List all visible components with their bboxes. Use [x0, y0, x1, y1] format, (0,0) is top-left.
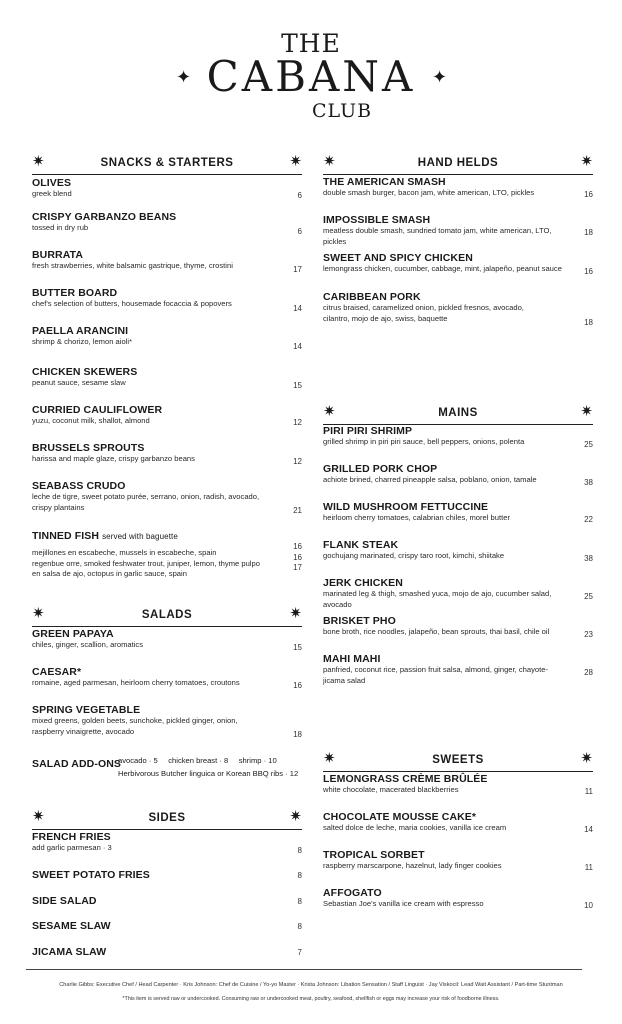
item-price: 16: [293, 542, 302, 551]
menu-item: [323, 539, 593, 562]
raw-food-disclaimer: *This item is served raw or undercooked. Consuming raw or undercooked meat, poultry, seafood, shellfish or eggs may increase your risk of foodborne illness.: [122, 996, 500, 1002]
menu-item: [32, 404, 302, 427]
item-name: SWEET POTATO FRIES: [32, 869, 150, 881]
star-icon: ✷: [289, 808, 302, 825]
item-price: 16: [584, 267, 593, 276]
item-desc: shrimp & chorizo, lemon aioli*: [32, 337, 133, 346]
item-name: CRISPY GARBANZO BEANS: [32, 211, 177, 223]
item-desc: fresh strawberries, white balsamic gastrique, thyme, crostini: [32, 261, 233, 270]
item-price: 17: [293, 265, 302, 274]
menu-item: [323, 577, 593, 610]
addon-line: Herbivorous Butcher linguica or Korean BBQ ribs · 12: [118, 769, 299, 778]
section-title: SWEETS: [432, 754, 484, 766]
footer-divider: [26, 969, 582, 970]
item-name: OLIVES: [32, 177, 72, 189]
addon-line: avocado · 5 chicken breast · 8 shrimp · 10: [118, 756, 277, 765]
section-header: [323, 403, 593, 425]
item-desc: leche de tigre, sweet potato purée, serrano, onion, radish, avocado, crispy plantains: [32, 492, 260, 512]
logo-club: CLUB: [311, 100, 373, 122]
item-name: JERK CHICKEN: [323, 577, 403, 589]
salad-addons: [32, 754, 302, 778]
menu-item: [32, 249, 302, 272]
star-icon: ✷: [32, 605, 45, 622]
item-name: CHOCOLATE MOUSSE CAKE*: [323, 811, 477, 823]
item-desc: peanut sauce, sesame slaw: [32, 378, 126, 387]
item-price: 11: [584, 863, 593, 872]
section-title: MAINS: [438, 407, 478, 419]
sides-section: [32, 808, 302, 958]
item-price: 10: [584, 901, 593, 910]
menu-item: [323, 849, 593, 872]
item-name: BRUSSELS SPROUTS: [32, 442, 145, 454]
item-name: BUTTER BOARD: [32, 287, 118, 299]
section-header: [323, 153, 593, 175]
item-price: 16: [293, 681, 302, 690]
star-icon: ✦: [432, 67, 448, 87]
item-name: IMPOSSIBLE SMASH: [323, 214, 431, 226]
menu-item: [323, 252, 593, 275]
star-icon: ✷: [580, 153, 593, 170]
menu-item: [32, 869, 302, 881]
item-suffix: served with baguette: [102, 532, 178, 541]
item-price: 15: [293, 381, 302, 390]
item-desc: chiles, ginger, scallion, aromatics: [32, 640, 144, 649]
section-title: HAND HELDS: [417, 157, 499, 169]
item-name: FLANK STEAK: [323, 539, 399, 551]
section-header: [32, 808, 302, 830]
item-desc: gochujang marinated, crispy taro root, kimchi, shiitake: [323, 551, 505, 560]
menu-item: [32, 480, 302, 513]
item-price: 38: [584, 478, 593, 487]
item-name: BURRATA: [32, 249, 84, 261]
menu-item: [32, 366, 302, 389]
item-desc: white chocolate, macerated blackberries: [323, 785, 459, 794]
item-desc: Sebastian Joe's vanilla ice cream with espresso: [323, 899, 484, 908]
item-price: 18: [293, 730, 302, 739]
menu-item: [323, 291, 593, 327]
item-price: 7: [297, 948, 302, 957]
menu-item: [32, 666, 302, 689]
item-desc: bone broth, rice noodles, jalapeño, bean sprouts, thai basil, chile oil: [323, 627, 550, 636]
item-desc: mixed greens, golden beets, sunchoke, pickled ginger, onion, raspberry vinaigrette, avocado: [32, 716, 238, 736]
item-name: CARIBBEAN PORK: [323, 291, 421, 303]
item-desc: chef's selection of butters, housemade focaccia & popovers: [32, 299, 232, 308]
star-icon: ✦: [176, 67, 192, 87]
item-name: WILD MUSHROOM FETTUCCINE: [323, 501, 489, 513]
item-name: LEMONGRASS CRÈME BRÛLÉE: [323, 773, 488, 785]
item-price: 23: [584, 630, 593, 639]
section-header: [32, 153, 302, 175]
item-desc: marinated leg & thigh, smashed yuca, mojo de ajo, cucumber salad, avocado: [323, 589, 552, 609]
mains-section: [323, 403, 593, 685]
menu-item: [323, 214, 593, 247]
star-icon: ✷: [580, 750, 593, 767]
menu-item: [323, 615, 593, 638]
menu-item: [323, 463, 593, 486]
item-price: 8: [297, 897, 302, 906]
snacks-section: [32, 153, 302, 578]
item-price: 16: [293, 552, 302, 562]
staff-credits: Charlie Gibbs: Executive Chef / Head Carpenter · Kris Johnson: Chef de Cuisine / Yo-yo Master · Krista Johnson: Libation Sensation / Staff Linguist · Jay Viskocil: Lead Wait Assistant / Part-time Stuntman: [59, 982, 563, 988]
item-price: 6: [297, 191, 302, 200]
menu-item: [32, 831, 302, 854]
item-desc: lemongrass chicken, cucumber, cabbage, mint, jalapeño, peanut sauce: [323, 264, 562, 273]
menu-item: [32, 920, 302, 932]
menu-item: [323, 425, 593, 448]
item-name: AFFOGATO: [323, 887, 382, 899]
item-name: CHICKEN SKEWERS: [32, 366, 138, 378]
item-price: 14: [293, 304, 302, 313]
section-title: SIDES: [148, 812, 186, 824]
item-price: 11: [584, 787, 593, 796]
item-desc: yuzu, coconut milk, shallot, almond: [32, 416, 150, 425]
item-price: 12: [293, 457, 302, 466]
item-price: 8: [297, 846, 302, 855]
item-name: PIRI PIRI SHRIMP: [323, 425, 413, 437]
item-name: FRENCH FRIES: [32, 831, 111, 843]
item-price: 14: [293, 342, 302, 351]
section-title: SALADS: [141, 609, 193, 621]
star-icon: ✷: [323, 153, 336, 170]
menu-item: [32, 628, 302, 651]
section-header: [32, 605, 302, 627]
menu-item: [32, 442, 302, 465]
star-icon: ✷: [32, 808, 45, 825]
item-name: SEABASS CRUDO: [32, 480, 126, 492]
item-name: SIDE SALAD: [32, 895, 97, 907]
sweets-section: [323, 750, 593, 910]
item-desc: meatless double smash, sundried tomato jam, white american, LTO, pickles: [323, 226, 552, 246]
item-price: 8: [297, 871, 302, 880]
menu-item: [323, 501, 593, 524]
item-price: 12: [293, 418, 302, 427]
item-name: JICAMA SLAW: [32, 946, 107, 958]
item-name: BRISKET PHO: [323, 615, 396, 627]
item-price: 25: [584, 440, 593, 449]
item-name: SPRING VEGETABLE: [32, 704, 141, 716]
item-price: 17: [293, 563, 302, 572]
item-price: 21: [293, 506, 302, 515]
item-desc: regenbue orre, smoked feshwater trout, juniper, lemon, thyme pulpo: [32, 558, 260, 568]
star-icon: ✷: [289, 153, 302, 170]
item-desc: grilled shrimp in piri piri sauce, bell peppers, onions, polenta: [323, 437, 525, 446]
item-desc: en salsa de ajo, octopus in garlic sauce, spain: [32, 569, 187, 578]
item-name: SESAME SLAW: [32, 920, 111, 932]
logo-cabana: CABANA: [206, 52, 416, 101]
item-desc: harissa and maple glaze, crispy garbanzo beans: [32, 454, 195, 463]
menu-item-tinned-fish: [32, 530, 302, 578]
item-desc: citrus braised, caramelized onion, pickled fresnos, avocado, cilantro, mojo de ajo, swiss, baquette: [323, 303, 524, 323]
section-title: SNACKS & STARTERS: [100, 157, 234, 169]
item-price: 16: [584, 190, 593, 199]
item-price: 25: [584, 592, 593, 601]
menu-item: [323, 887, 593, 910]
menu-item: [32, 895, 302, 907]
item-name: THE AMERICAN SMASH: [323, 176, 446, 188]
star-icon: ✷: [289, 605, 302, 622]
item-desc: add garlic parmesan · 3: [32, 843, 112, 852]
star-icon: ✷: [580, 403, 593, 420]
item-name: TROPICAL SORBET: [323, 849, 425, 861]
menu-item: [32, 325, 302, 351]
menu-item: [323, 176, 593, 199]
menu-item: [323, 773, 593, 796]
handhelds-section: [323, 153, 593, 327]
menu-item: [32, 704, 302, 737]
item-name: GRILLED PORK CHOP: [323, 463, 438, 475]
item-name: CURRIED CAULIFLOWER: [32, 404, 163, 416]
tinned-line: [32, 563, 302, 578]
item-desc: tossed in dry rub: [32, 223, 89, 232]
item-price: 18: [584, 228, 593, 237]
item-desc: achiote brined, charred pineapple salsa, poblano, onion, tamale: [323, 475, 537, 484]
item-name: SALAD ADD-ONS: [32, 758, 121, 770]
item-name: CAESAR*: [32, 666, 82, 678]
item-desc: heirloom cherry tomatoes, calabrian chiles, morel butter: [323, 513, 510, 522]
item-price: 8: [297, 922, 302, 931]
section-header: [323, 750, 593, 772]
menu-item: [32, 946, 302, 958]
item-name: GREEN PAPAYA: [32, 628, 114, 640]
item-price: 18: [584, 318, 593, 327]
item-name: TINNED FISH: [32, 530, 100, 542]
item-price: 6: [297, 227, 302, 236]
menu-item: [32, 211, 302, 234]
star-icon: ✷: [32, 153, 45, 170]
item-desc: double smash burger, bacon jam, white american, LTO, pickles: [323, 188, 535, 197]
logo-the: THE: [281, 29, 341, 58]
item-name: SWEET AND SPICY CHICKEN: [323, 252, 473, 264]
menu-item: [323, 811, 593, 834]
star-icon: ✷: [323, 403, 336, 420]
menu-item: [32, 287, 302, 313]
menu-item: [32, 177, 302, 200]
star-icon: ✷: [323, 750, 336, 767]
item-price: 38: [584, 554, 593, 563]
item-name: PAELLA ARANCINI: [32, 325, 129, 337]
item-desc: raspberry marscarpone, hazelnut, lady finger cookies: [323, 861, 502, 870]
item-name: MAHI MAHI: [323, 653, 381, 665]
menu-item: [323, 653, 593, 686]
item-desc: salted dolce de leche, maria cookies, vanilla ice cream: [323, 823, 507, 832]
item-desc: panfried, coconut rice, passion fruit salsa, almond, ginger, chayote-jicama salad: [323, 665, 548, 685]
item-price: 28: [584, 668, 593, 677]
tinned-line: [32, 542, 302, 557]
salads-section: [32, 605, 302, 778]
item-desc: mejillones en escabeche, mussels in escabeche, spain: [32, 548, 217, 557]
item-desc: romaine, aged parmesan, heirloom cherry tomatoes, croutons: [32, 678, 240, 687]
item-price: 15: [293, 643, 302, 652]
item-price: 14: [584, 825, 593, 834]
item-desc: greek blend: [32, 189, 72, 198]
item-price: 22: [584, 515, 593, 524]
